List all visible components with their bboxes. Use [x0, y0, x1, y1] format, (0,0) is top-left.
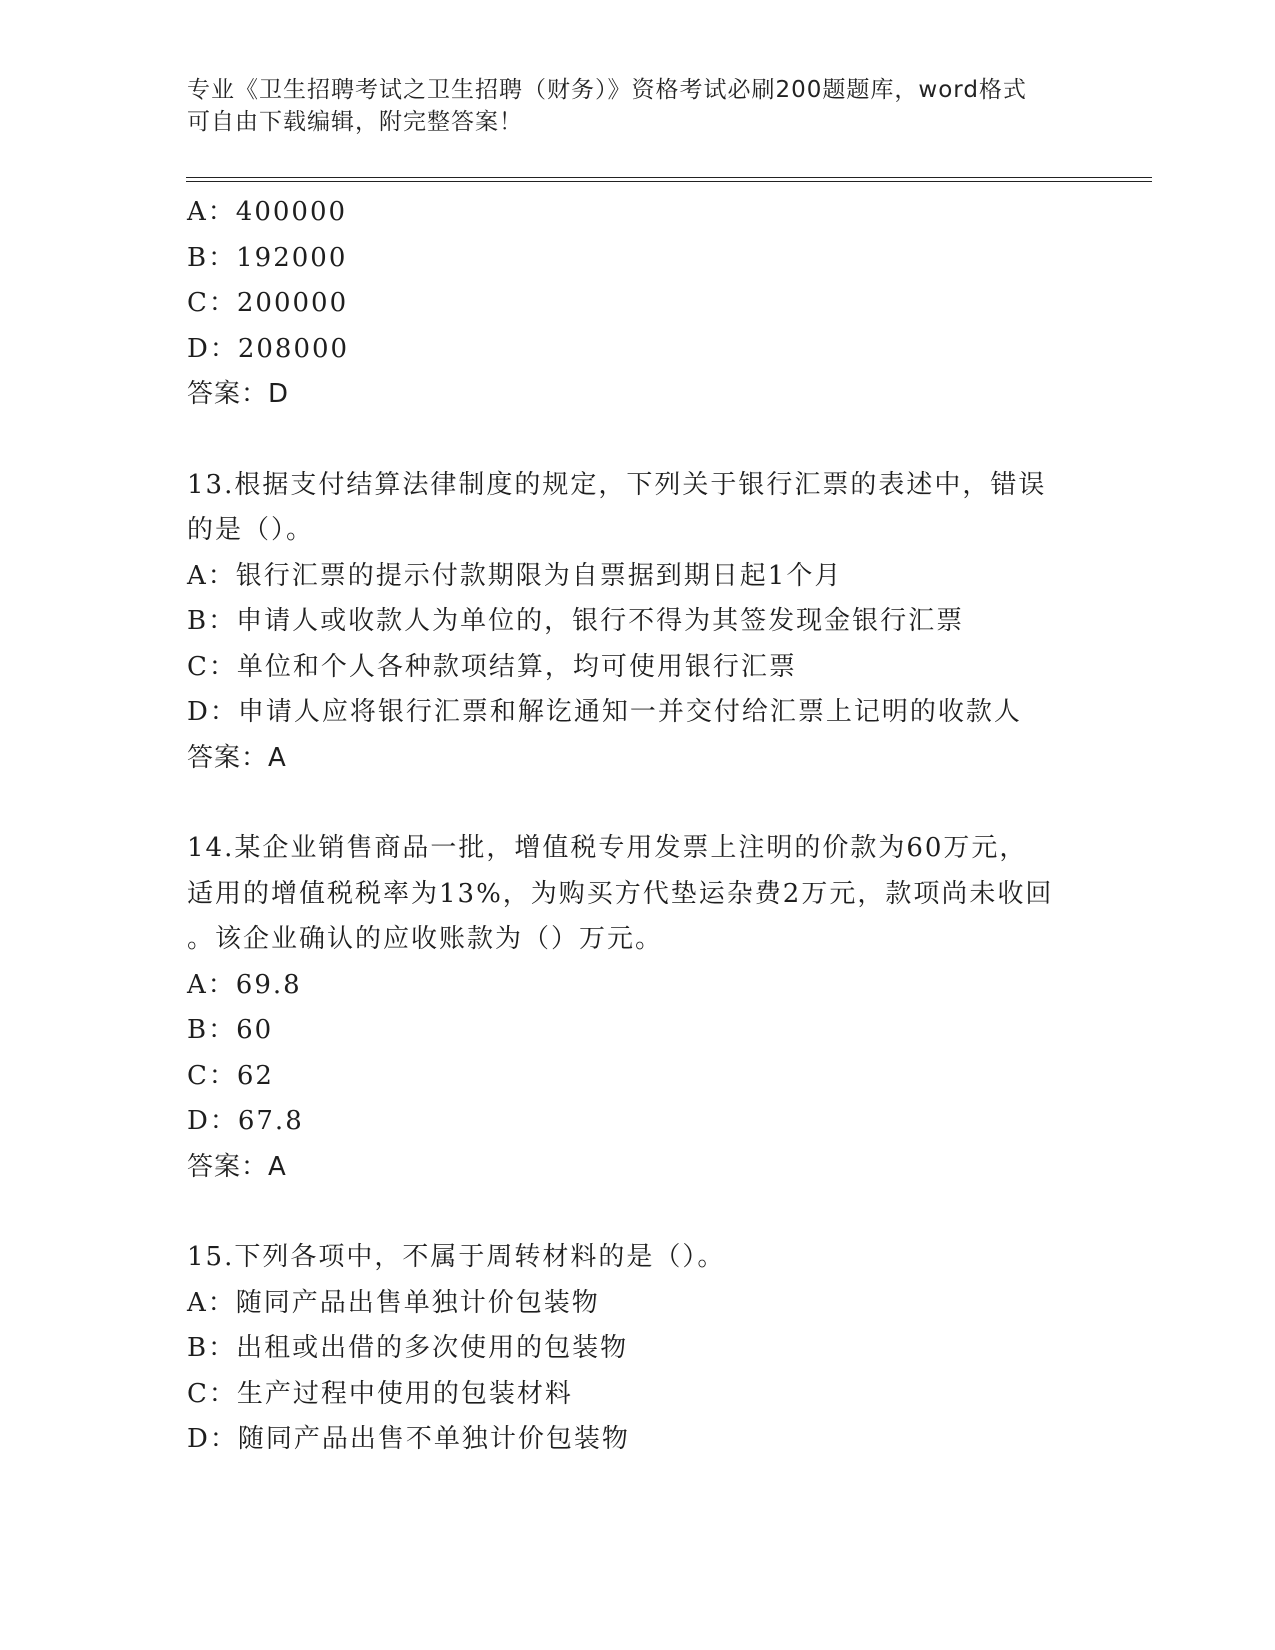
q12-answer: 答案：D: [187, 379, 290, 409]
q13-option-a: A：银行汇票的提示付款期限为自票据到期日起1个月: [187, 560, 843, 591]
header-title-line-2: 可自由下载编辑，附完整答案！: [187, 109, 523, 135]
spacer: [187, 418, 1107, 463]
question-13: [187, 463, 1107, 782]
q12-option-a: A：400000: [187, 197, 348, 227]
document-header: [187, 74, 1087, 138]
q13-option-b: B：申请人或收款人为单位的，银行不得为其签发现金银行汇票: [187, 606, 965, 636]
header-divider-bottom: [186, 181, 1152, 182]
question-14: [187, 826, 1107, 1190]
document-body: [187, 190, 1107, 1463]
q13-stem-line-1: 13.根据支付结算法律制度的规定，下列关于银行汇票的表述中，错误: [187, 469, 1047, 500]
q14-option-c: C：62: [187, 1060, 274, 1091]
q15-option-a: A：随同产品出售单独计价包装物: [187, 1287, 600, 1318]
q14-option-b: B：60: [187, 1015, 274, 1045]
q14-option-a: A：69.8: [187, 969, 302, 1000]
q12-option-b: B：192000: [187, 242, 348, 273]
q14-stem-line-1: 14.某企业销售商品一批，增值税专用发票上注明的价款为60万元，: [187, 833, 1028, 863]
q13-answer: 答案：A: [187, 742, 287, 773]
header-title-line-1: 专业《卫生招聘考试之卫生招聘（财务）》资格考试必刷200题题库，word格式: [187, 77, 1027, 103]
q15-option-c: C：生产过程中使用的包装材料: [187, 1378, 573, 1409]
q12-option-c: C：200000: [187, 288, 349, 318]
q14-stem-line-2: 适用的增值税税率为13%，为购买方代垫运杂费2万元，款项尚未收回: [187, 878, 1054, 909]
question-12: [187, 190, 1107, 418]
q12-option-d: D：208000: [187, 333, 350, 364]
q14-stem-line-3: 。该企业确认的应收账款为（）万元。: [187, 924, 664, 954]
spacer: [187, 1190, 1107, 1235]
spacer: [187, 781, 1107, 826]
q13-option-d: D：申请人应将银行汇票和解讫通知一并交付给汇票上记明的收款人: [187, 697, 1022, 727]
q15-option-b: B：出租或出借的多次使用的包装物: [187, 1333, 629, 1363]
q13-stem-line-2: 的是（）。: [187, 515, 315, 545]
q14-option-d: D：67.8: [187, 1106, 304, 1136]
header-divider-top: [186, 177, 1152, 178]
q14-answer: 答案：A: [187, 1151, 287, 1182]
question-15: [187, 1235, 1107, 1463]
q13-option-c: C：单位和个人各种款项结算，均可使用银行汇票: [187, 651, 797, 682]
q15-stem-line-1: 15.下列各项中，不属于周转材料的是（）。: [187, 1242, 726, 1272]
q15-option-d: D：随同产品出售不单独计价包装物: [187, 1424, 630, 1454]
